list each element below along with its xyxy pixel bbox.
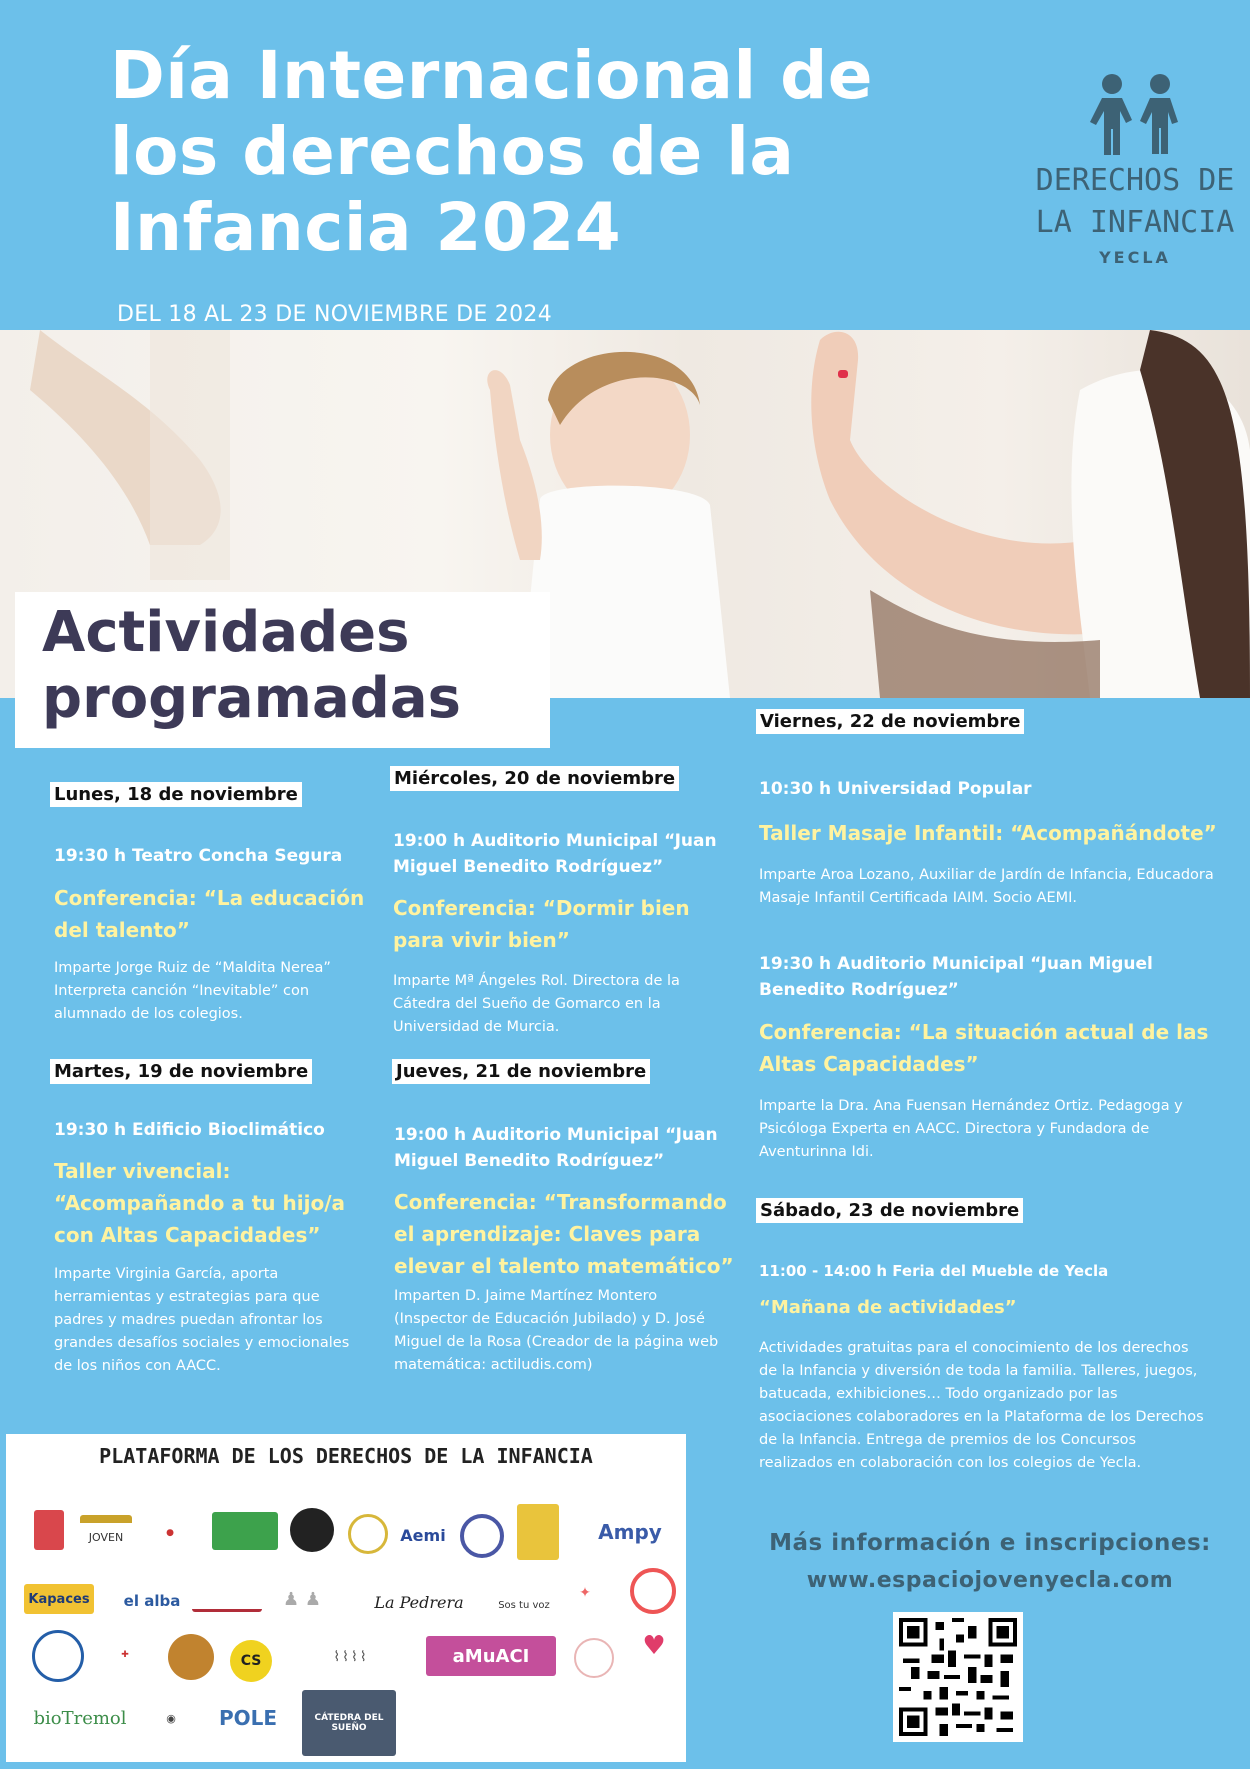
green-assoc-logo bbox=[212, 1512, 278, 1550]
round-logo bbox=[630, 1568, 676, 1614]
title-line-3: Infancia 2024 bbox=[110, 189, 622, 266]
colors-logo: ✦ bbox=[579, 1585, 591, 1601]
event-dates: DEL 18 AL 23 DE NOVIEMBRE DE 2024 bbox=[117, 302, 553, 327]
seal-logo bbox=[168, 1634, 214, 1680]
children-icon bbox=[1080, 70, 1190, 160]
qr-code[interactable] bbox=[893, 1612, 1023, 1742]
activities-title bbox=[42, 600, 461, 732]
time-saturday: 11:00 - 14:00 h Feria del Mueble de Yecla bbox=[759, 1262, 1109, 1280]
crit-logo: ● bbox=[166, 1528, 174, 1538]
sos-tu-voz-logo: Sos tu voz bbox=[498, 1599, 550, 1611]
event-friday-2: Conferencia: “La situación actual de las Altas Capacidades” bbox=[759, 1020, 1209, 1076]
time-friday-2: 19:30 h Auditorio Municipal “Juan Miguel Benedito Rodríguez” bbox=[759, 954, 1153, 1000]
crest-logo bbox=[348, 1514, 388, 1554]
logo-line-3: YECLA bbox=[1099, 248, 1171, 267]
poster-title bbox=[110, 38, 1070, 266]
desc-thursday: Imparten D. Jaime Martínez Montero (Inspector de Educación Jubilado) y D. José Miguel de la Rosa (Creador de la página web matemática: actiludis.com) bbox=[394, 1288, 719, 1373]
ayuntamiento-logo bbox=[34, 1510, 64, 1550]
catedra-logo: CÁTEDRA DEL SUEÑO bbox=[302, 1690, 396, 1756]
desc-friday-2: Imparte la Dra. Ana Fuensan Hernández Ortiz. Pedagoga y Psicóloga Experta en AACC. Directora y Fundadora de Aventurinna Idi. bbox=[759, 1098, 1183, 1160]
website-link[interactable]: www.espaciojovenyecla.com bbox=[806, 1568, 1174, 1593]
yellow-logo bbox=[517, 1504, 559, 1560]
joven-logo: JOVEN bbox=[80, 1515, 132, 1551]
globe-logo bbox=[32, 1630, 84, 1682]
activities-title-line-2: programadas bbox=[42, 666, 462, 731]
info-text: Más información e inscripciones: bbox=[769, 1530, 1211, 1556]
activities-title-line-1: Actividades bbox=[42, 600, 410, 665]
day-monday: Lunes, 18 de noviembre bbox=[50, 782, 302, 807]
day-friday: Viernes, 22 de noviembre bbox=[756, 709, 1024, 734]
faint-logo bbox=[574, 1638, 614, 1678]
caritas-logo: ✚ bbox=[121, 1650, 129, 1660]
day-saturday: Sábado, 23 de noviembre bbox=[756, 1198, 1023, 1223]
figures-logo: ♟ ♟ bbox=[283, 1588, 321, 1610]
sanfrancisco-logo bbox=[192, 1592, 262, 1612]
day-thursday: Jueves, 21 de noviembre bbox=[392, 1059, 650, 1084]
aemi-logo: Aemi bbox=[400, 1525, 446, 1545]
event-wednesday: Conferencia: “Dormir bien para vivir bien” bbox=[393, 896, 690, 952]
desc-monday: Imparte Jorge Ruiz de “Maldita Nerea” Interpreta canción “Inevitable” con alumnado de los colegios. bbox=[54, 960, 331, 1022]
logo-line-2: LA INFANCIA bbox=[1035, 205, 1235, 240]
title-line-1: Día Internacional de bbox=[110, 37, 874, 114]
title-line-2: los derechos de la bbox=[110, 113, 795, 190]
day-tuesday: Martes, 19 de noviembre bbox=[50, 1059, 312, 1084]
biotremol-logo: bioTremol bbox=[33, 1707, 127, 1729]
heart-logo: ♥ bbox=[642, 1631, 666, 1661]
pole-logo: POLE bbox=[218, 1706, 278, 1730]
pivla-logo: ◉ bbox=[166, 1711, 176, 1725]
time-friday-1: 10:30 h Universidad Popular bbox=[759, 779, 1032, 799]
time-thursday: 19:00 h Auditorio Municipal “Juan Miguel Benedito Rodríguez” bbox=[394, 1125, 718, 1171]
circle-logo bbox=[460, 1514, 504, 1558]
s-logo bbox=[290, 1508, 334, 1552]
desc-tuesday: Imparte Virginia García, aporta herramientas y estrategias para que padres y madres puedan afrontar los grandes desafíos sociales y emocionales de los niños con AACC. bbox=[54, 1266, 350, 1374]
time-wednesday: 19:00 h Auditorio Municipal “Juan Miguel Benedito Rodríguez” bbox=[393, 831, 717, 877]
logo-line-1: DERECHOS DE bbox=[1035, 163, 1235, 198]
event-saturday: “Mañana de actividades” bbox=[759, 1297, 1017, 1318]
event-tuesday: Taller vivencial: “Acompañando a tu hijo/a con Altas Capacidades” bbox=[54, 1159, 345, 1247]
time-monday: 19:30 h Teatro Concha Segura bbox=[54, 846, 343, 866]
aventurinna-logo: ⌇⌇⌇⌇ bbox=[333, 1649, 369, 1665]
event-friday-1: Taller Masaje Infantil: “Acompañándote” bbox=[759, 821, 1217, 845]
event-thursday: Conferencia: “Transformando el aprendizaje: Claves para elevar el talento matemático” bbox=[394, 1190, 734, 1278]
ampy-logo: Ampy bbox=[598, 1520, 662, 1544]
derechos-infancia-logo bbox=[1030, 70, 1240, 267]
amuaci-logo: aMuACI bbox=[426, 1636, 556, 1676]
el-alba-logo: el alba bbox=[123, 1592, 181, 1610]
time-tuesday: 19:30 h Edificio Bioclimático bbox=[54, 1120, 325, 1140]
platform-title: PLATAFORMA DE LOS DERECHOS DE LA INFANCIA bbox=[99, 1444, 593, 1468]
desc-friday-1: Imparte Aroa Lozano, Auxiliar de Jardín de Infancia, Educadora Masaje Infantil Certificada IAIM. Socio AEMI. bbox=[759, 867, 1214, 906]
cs-logo: CS bbox=[230, 1640, 272, 1682]
day-wednesday: Miércoles, 20 de noviembre bbox=[390, 766, 679, 791]
desc-saturday: Actividades gratuitas para el conocimiento de los derechos de la Infancia y diversión de toda la familia. Talleres, juegos, batucada, exhibiciones… Todo organizado por las asociaciones colaboradores en la Plataforma de los Derechos de la Infancia. Entrega de premios de los Concursos realizados en colaboración con los colegios de Yecla. bbox=[759, 1340, 1204, 1471]
desc-wednesday: Imparte Mª Ángeles Rol. Directora de la Cátedra del Sueño de Gomarco en la Universidad de Murcia. bbox=[393, 973, 680, 1035]
event-monday: Conferencia: “La educación del talento” bbox=[54, 886, 365, 942]
kapaces-logo: Kapaces bbox=[24, 1584, 94, 1614]
la-pedrera-logo: La Pedrera bbox=[374, 1592, 464, 1612]
